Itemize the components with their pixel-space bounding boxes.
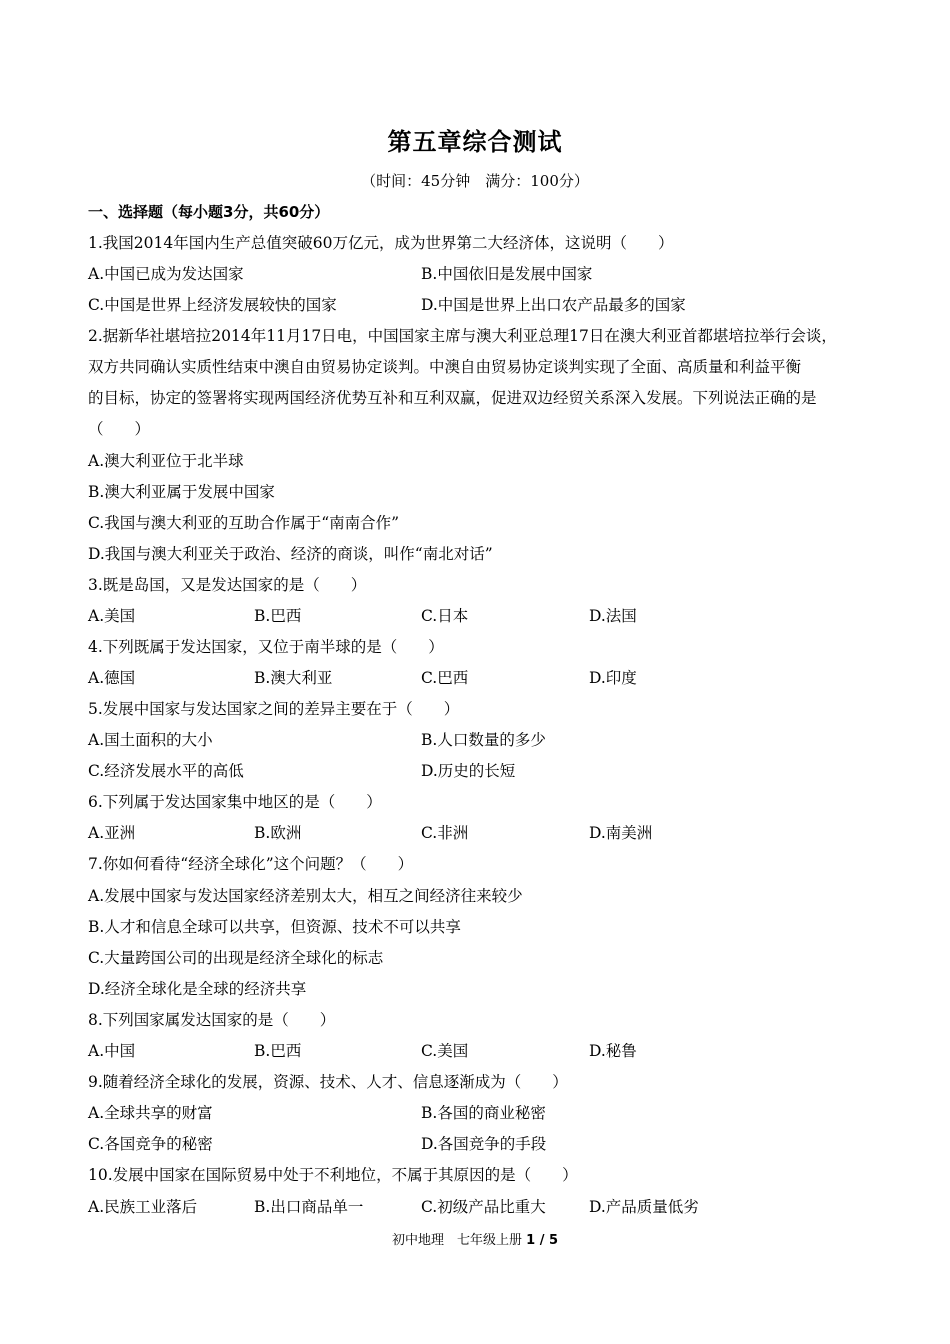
- question-4-option-d: D.印度: [589, 669, 637, 687]
- question-2-stem-line-4: （ ）: [88, 420, 151, 438]
- question-8-option-d: D.秘鲁: [589, 1042, 637, 1060]
- question-6-option-c: C.非洲: [421, 824, 469, 842]
- question-6-option-d: D.南美洲: [589, 824, 653, 842]
- page-title: 第五章综合测试: [387, 128, 563, 156]
- question-2-option-d: D.我国与澳大利亚关于政治、经济的商谈，叫作“南北对话”: [88, 545, 493, 563]
- question-6-option-a: A.亚洲: [88, 824, 136, 842]
- question-2-option-b: B.澳大利亚属于发展中国家: [88, 483, 275, 501]
- question-2-stem-line-1: 2.据新华社堪培拉2014年11月17日电，中国国家主席与澳大利亚总理17日在澳大利亚首都堪培拉举行会谈，: [88, 327, 837, 345]
- section-heading: 一、选择题（每小题3分，共60分）: [88, 203, 330, 221]
- page-number: 1 / 5: [526, 1233, 559, 1248]
- question-5-option-c: C.经济发展水平的高低: [88, 762, 244, 780]
- page-footer: [0, 1229, 950, 1248]
- question-1-option-d: D.中国是世界上出口农产品最多的国家: [421, 296, 686, 314]
- question-6-stem: 6.下列属于发达国家集中地区的是（ ）: [88, 793, 382, 811]
- question-7-option-d: D.经济全球化是全球的经济共享: [88, 980, 307, 998]
- question-7-option-a: A.发展中国家与发达国家经济差别太大，相互之间经济往来较少: [88, 887, 523, 905]
- question-3-option-c: C.日本: [421, 607, 469, 625]
- question-2-stem-line-2: 双方共同确认实质性结束中澳自由贸易协定谈判。中澳自由贸易协定谈判实现了全面、高质量和利益平衡: [88, 358, 802, 376]
- question-10-option-c: C.初级产品比重大: [421, 1198, 546, 1216]
- question-10-option-a: A.民族工业落后: [88, 1198, 198, 1216]
- question-10-option-d: D.产品质量低劣: [589, 1198, 699, 1216]
- question-8-stem: 8.下列国家属发达国家的是（ ）: [88, 1011, 336, 1029]
- question-3-option-d: D.法国: [589, 607, 637, 625]
- question-9-option-d: D.各国竞争的手段: [421, 1135, 547, 1153]
- question-5-option-a: A.国土面积的大小: [88, 731, 213, 749]
- question-1-option-a: A.中国已成为发达国家: [88, 265, 244, 283]
- question-9-option-a: A.全球共享的财富: [88, 1104, 213, 1122]
- question-4-stem: 4.下列既属于发达国家，又位于南半球的是（ ）: [88, 638, 444, 656]
- question-6-option-b: B.欧洲: [254, 824, 302, 842]
- question-3-option-b: B.巴西: [254, 607, 302, 625]
- question-2-option-c: C.我国与澳大利亚的互助合作属于“南南合作”: [88, 514, 400, 532]
- question-9-stem: 9.随着经济全球化的发展，资源、技术、人才、信息逐渐成为（ ）: [88, 1073, 568, 1091]
- question-2-stem-line-3: 的目标，协定的签署将实现两国经济优势互补和互利双赢，促进双边经贸关系深入发展。下列说法正确的是: [88, 389, 817, 407]
- question-5-option-b: B.人口数量的多少: [421, 731, 546, 749]
- question-10-stem: 10.发展中国家在国际贸易中处于不利地位，不属于其原因的是（ ）: [88, 1166, 578, 1184]
- question-7-option-b: B.人才和信息全球可以共享，但资源、技术不可以共享: [88, 918, 461, 936]
- question-4-option-c: C.巴西: [421, 669, 469, 687]
- question-5-stem: 5.发展中国家与发达国家之间的差异主要在于（ ）: [88, 700, 460, 718]
- question-3-option-a: A.美国: [88, 607, 136, 625]
- question-1-option-c: C.中国是世界上经济发展较快的国家: [88, 296, 337, 314]
- question-10-option-b: B.出口商品单一: [254, 1198, 364, 1216]
- question-4-option-a: A.德国: [88, 669, 136, 687]
- question-4-option-b: B.澳大利亚: [254, 669, 333, 687]
- question-2-option-a: A.澳大利亚位于北半球: [88, 452, 244, 470]
- question-9-option-c: C.各国竞争的秘密: [88, 1135, 213, 1153]
- question-7-option-c: C.大量跨国公司的出现是经济全球化的标志: [88, 949, 384, 967]
- footer-text: 初中地理 七年级上册: [391, 1233, 522, 1248]
- question-1-stem: 1.我国2014年国内生产总值突破60万亿元，成为世界第二大经济体，这说明（ ）: [88, 234, 674, 252]
- question-5-option-d: D.历史的长短: [421, 762, 516, 780]
- question-9-option-b: B.各国的商业秘密: [421, 1104, 546, 1122]
- exam-info: （时间：45分钟 满分：100分）: [361, 172, 589, 190]
- question-8-option-b: B.巴西: [254, 1042, 302, 1060]
- question-8-option-a: A.中国: [88, 1042, 136, 1060]
- question-7-stem: 7.你如何看待“经济全球化”这个问题？（ ）: [88, 855, 414, 873]
- question-8-option-c: C.美国: [421, 1042, 469, 1060]
- question-1-option-b: B.中国依旧是发展中国家: [421, 265, 593, 283]
- question-3-stem: 3.既是岛国，又是发达国家的是（ ）: [88, 576, 367, 594]
